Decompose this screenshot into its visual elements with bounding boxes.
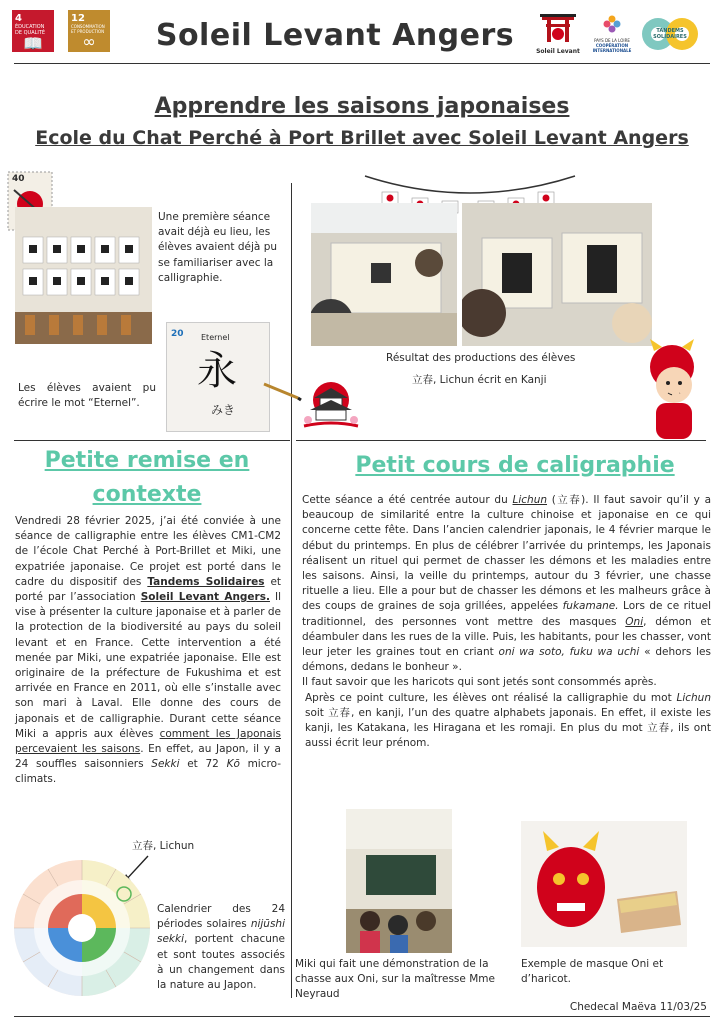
calendar-p1: Calendrier des 24 périodes solaires [157, 903, 285, 931]
tandems-text: TANDEMS SOLIDAIRES [653, 28, 687, 40]
oni-term: Oni [625, 615, 644, 628]
page-title: Soleil Levant Angers [155, 18, 515, 53]
oni-demonstration-photo [346, 809, 452, 953]
context-heading-line2: contexte [92, 482, 202, 507]
intro-text: Une première séance avait déjà eu lieu, les élèves avaient déjà pu se familiariser avec la calligraphie. [158, 211, 278, 284]
footer-divider [14, 1016, 710, 1017]
kanji-big: 永 [197, 348, 237, 394]
oni-child-illustration [636, 337, 708, 441]
tandems-solidaires-logo [640, 12, 700, 56]
ko-term: Kō [226, 758, 240, 771]
cal-p7: Après ce point culture, les élèves ont réalisé la calligraphie du mot [305, 691, 672, 704]
pays-de-la-loire-logo [588, 14, 636, 54]
tandems-link[interactable]: Tandems Solidaires [147, 575, 265, 588]
brush-icon [262, 380, 302, 402]
results-caption-1: Résultat des productions des élèves [386, 352, 576, 364]
cal-p2: (立春). Il faut savoir qu’il y a beaucoup de similarité entre la culture chinoise et japonaise en ce qui concerne cette fête. Dans l’ancien calendrier japonais, le 4 février marque le début du printemps. En plus de célébrer l’arrivée du printemps, les Japonais réalisent un rituel qui permet de chasser les démons et les maladies entre les saisons. Ainsi, la veille du printemps, autour du 3 février, une chasse rituelle a lieu. Elle a pour but de chasser les démons et les malheurs grâce à des coups de graines de soja grillées, appelées [302, 494, 712, 613]
column-divider [291, 183, 292, 998]
students-photo-2 [462, 203, 652, 346]
calligraphy-body [302, 493, 711, 751]
flower-icon [602, 14, 622, 34]
context-body [15, 514, 281, 788]
sdg-12-badge [68, 10, 110, 52]
stamp-number: 40 [12, 174, 25, 184]
cal-p7-block [302, 691, 711, 752]
context-p4: . En effet, au Japon, il y a 24 souffles saisonniers [15, 743, 281, 771]
sekki-term: Sekki [151, 758, 180, 771]
context-p6: micro-climats. [15, 758, 281, 786]
cal-p4: , démon et déambuler dans les rues de la ville. Puis, les habitants, pour les chasser, vont leur jeter les graines tout en criant [302, 615, 711, 659]
sdg-4-text: ÉDUCATION DE QUALITÉ [15, 24, 46, 36]
oni-mask-caption: Exemple de masque Oni et d’haricot. [521, 958, 664, 986]
sdg-12-number: 12 [71, 13, 85, 24]
results-caption-2: 立春, Lichun écrit en Kanji [412, 374, 547, 386]
saisons-highlight: comment les Japonais percevaient les saisons [15, 727, 282, 756]
kanji-caption: Les élèves avaient pu écrire le mot “Eternel”. [18, 382, 156, 410]
context-p1: Vendredi 28 février 2025, j’ai été conviée à une séance de calligraphie entre les élèves CM1-CM2 de l’école Chat Perché à Port-Brillet et Miki, une expatriée japonaise. Ce projet est porté dans le cadre du dispositif des [15, 515, 281, 588]
oni-demonstration-caption: Miki qui fait une démonstration de la chasse aux Oni, sur la maîtresse Mme Neyraud [295, 958, 495, 1001]
lichun-term-2: Lichun [676, 691, 711, 704]
cooperation-text: COOPÉRATION INTERNATIONALE [592, 43, 632, 53]
left-section-divider [14, 440, 290, 441]
kanji-date: 20 [171, 329, 184, 339]
japanese-castle-icon [302, 376, 360, 436]
sdg-12-text: CONSOMMATION ET PRODUCTION [71, 24, 105, 34]
book-icon: 📖 [23, 34, 43, 53]
signature: Chedecal Maëva 11/03/25 [569, 1001, 707, 1013]
seasonal-calendar-wheel [12, 858, 152, 998]
soleil-levant-link[interactable]: Soleil Levant Angers. [140, 591, 270, 604]
kanji-header: Eternel [201, 333, 230, 342]
cal-p1: Cette séance a été centrée autour du [302, 494, 508, 506]
pays-de-la-loire-text: PAYS DE LA LOIRE [594, 38, 630, 43]
classroom-photo [15, 207, 152, 344]
chant-term: oni wa soto, fuku wa uchi [498, 646, 640, 659]
cal-p6: Il faut savoir que les haricots qui sont jetés sont consommés après. [302, 676, 657, 689]
fukamane-term: fukamane. [562, 600, 619, 613]
kanji-name: みき [211, 403, 236, 417]
sdg-4-number: 4 [15, 13, 22, 24]
cal-p5: « dehors les démons, dedans le bonheur ». [302, 646, 711, 674]
calendar-caption [157, 902, 285, 993]
infinity-icon: ∞ [82, 32, 96, 51]
context-p3: Il vise à présenter la culture japonaise et à parler de la protection de la biodiversité au pays du soleil levant et en France. Cette intervention a été menée par Miki, une expatriée japonaise. Elle est originaire de la préfecture de Fukushima et est arrivée en France en 2011, où elle s’installe avec son mari à Laval. Elle donne des cours de japonais et de calligraphie. Durant cette séance Miki a appris aux élèves [15, 591, 282, 740]
oni-mask-photo [521, 821, 687, 947]
cal-p3: Lors de ce rituel traditionnel, des personnes vont mettre des masques [302, 600, 711, 628]
sdg-4-badge [12, 10, 54, 52]
kanji-eternel-photo [166, 322, 270, 432]
nijushi-term: nijūshi sekki [157, 918, 285, 946]
context-p2: et porté par l’association [15, 575, 282, 604]
soleil-levant-logo-text: Soleil Levant [536, 48, 580, 55]
context-p5: et 72 [187, 758, 219, 771]
calendar-p2: , portent chacune et sont toutes associés à un changement dans la nature au Japon. [157, 933, 285, 992]
header-divider [14, 63, 710, 64]
subtitle-secondary: Ecole du Chat Perché à Port Brillet avec Soleil Levant Angers [35, 127, 689, 149]
calligraphy-heading: Petit cours de caligraphie [355, 453, 675, 478]
torii-icon [536, 12, 580, 44]
wheel-label: 立春, Lichun [132, 840, 195, 852]
context-heading-line1: Petite remise en [44, 448, 250, 473]
context-heading [14, 444, 280, 512]
cal-p8: soit 立春, en kanji, l’un des quatre alphabets japonais. En effet, il existe les kanji, les Katakana, les Hiragana et les romaji. En plus du mot 立春, ils ont aussi écrit leur prénom. [305, 706, 711, 750]
subtitle-main: Apprendre les saisons japonaises [154, 94, 570, 119]
lichun-term: Lichun [512, 494, 548, 506]
soleil-levant-logo [536, 12, 580, 54]
students-photo-1 [311, 203, 457, 346]
right-section-divider [296, 440, 706, 441]
